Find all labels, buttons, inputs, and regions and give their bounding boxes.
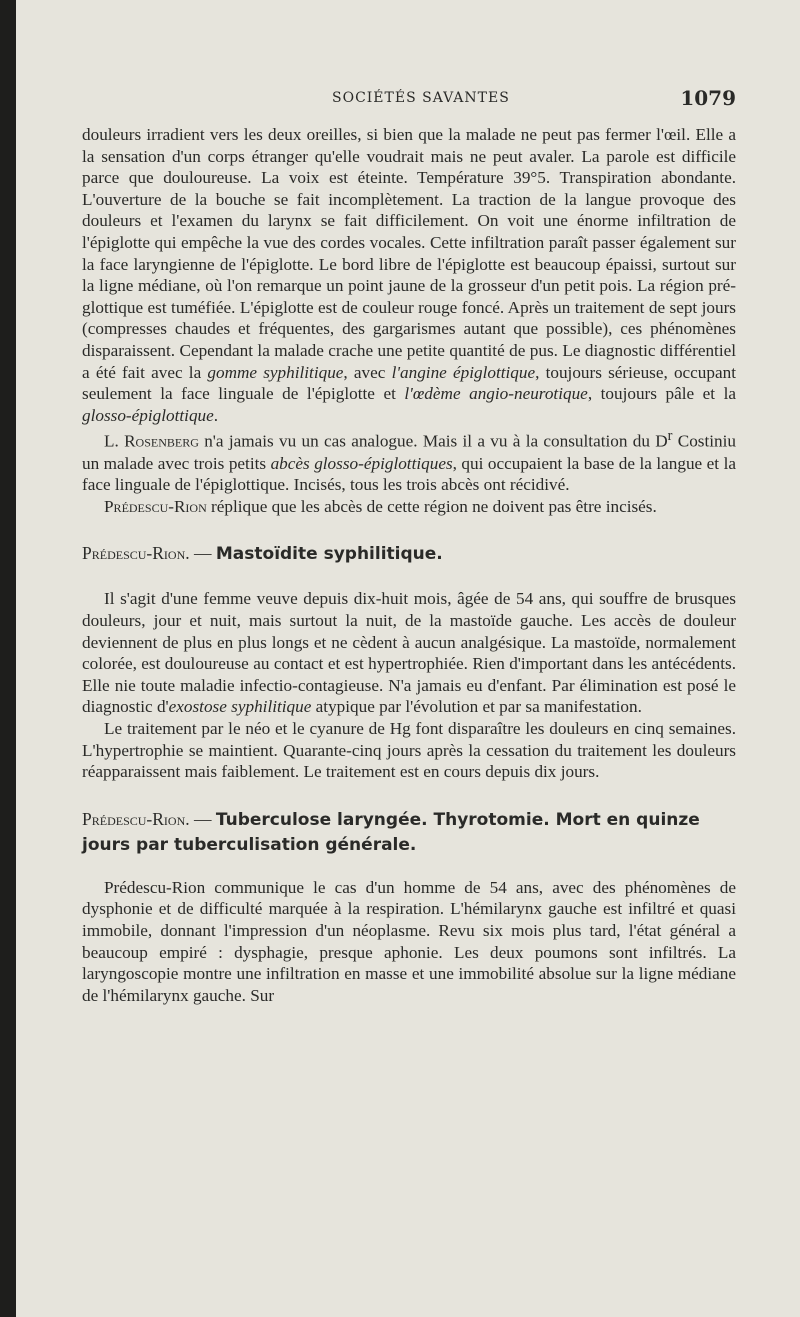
- text-run: douleurs irradient vers les deux oreilles, si bien que la malade ne peut pas fermer l'œil. Elle a la sensation d'un corps étranger qu'elle voudrait mais ne peut avaler. La parole est difficile parce que douloureuse. La voix est éteinte. Température 39°5. Transpiration abondante. L'ouverture de la bouche se fait incomplètement. La traction de la langue provoque des douleurs et l'examen du larynx se fait difficilement. On voit une énorme infiltration de l'épiglotte qui empêche la vue des cordes vocales. Cette infiltration paraît passer également sur la face laryngienne de l'épiglotte. Le bord libre de l'épiglotte est beaucoup épaissi, surtout sur la ligne médiane, où l'on remarque un point jaune de la grosseur d'un petit pois. La région pré-glottique est tuméfiée. L'épiglotte est de couleur rouge foncé. Après un traitement de sept jours (compresses chaudes et fréquentes, des gargarismes autant que possible), ces phénomènes disparaissent. Cependant la malade crache une petite quantité de pus. Le diagnostic différentiel a été fait avec la: [82, 125, 736, 382]
- heading-author: Prédescu-Rion: [82, 543, 186, 564]
- speaker-name: Prédescu-Rion: [104, 496, 207, 516]
- paragraph-predescu-reply: [82, 496, 736, 518]
- section-heading-tuberculosis: [82, 807, 736, 857]
- paragraph-rosenberg-comment: [82, 426, 736, 496]
- text-run: , qui occupaient la base de la langue et la face linguale de l'épiglottique. Incisés, tous les trois abcès ont récidivé.: [82, 453, 736, 495]
- text-run: réplique que les abcès de cette région ne doivent pas être incisés.: [206, 496, 657, 516]
- italic-term: l'angine épiglottique: [391, 362, 536, 382]
- italic-term: gomme syphilitique: [207, 362, 344, 382]
- paragraph-epiglottis-case: [82, 124, 736, 426]
- paragraph-tuberculosis-case: [82, 877, 736, 1007]
- italic-term: glosso-épiglottique: [82, 405, 214, 425]
- paragraph-mastoiditis-treatment: [82, 718, 736, 783]
- paragraph-mastoiditis-case: [82, 588, 736, 718]
- heading-title: Tuberculose laryngée. Thyrotomie. Mort en quinze jours par tuberculisation générale.: [82, 809, 700, 855]
- italic-term: abcès glosso-épiglottiques: [270, 453, 453, 473]
- page-number: 1079: [680, 86, 736, 110]
- text-run: Prédescu-Rion communique le cas d'un homme de 54 ans, avec des phénomènes de dysphonie et de difficulté marquée à la respiration. L'hémilarynx gauche est infiltré et quasi immobile, donnant l'impression d'un néoplasme. Revu six mois plus tard, l'état général a beaucoup empiré : dysphagie, presque aphonie. Les deux poumons sont infiltrés. La laryngoscopie montre une infiltration en masse et une immobilité absolue sur la ligne médiane de l'hémilarynx gauche. Sur: [82, 877, 736, 1005]
- speaker-name: L. Rosenberg: [104, 432, 199, 452]
- page-header: [16, 86, 800, 112]
- text-run: .: [213, 405, 219, 425]
- italic-term: l'œdème angio-neurotique: [404, 384, 588, 404]
- running-title: SOCIÉTÉS SAVANTES: [332, 90, 510, 106]
- text-run: , avec: [343, 362, 392, 382]
- section-heading-mastoiditis: [82, 541, 736, 566]
- heading-separator: . —: [185, 808, 216, 829]
- text-run: Il s'agit d'une femme veuve depuis dix-huit mois, âgée de 54 ans, qui souffre de brusques douleurs, jour et nuit, mais surtout la nuit, de la mastoïde gauche. Les accès de douleur deviennent de plus en plus longs et ne cèdent à aucun analgésique. La mastoïde, normalement colorée, est douloureuse au contact et est hypertrophiée. Rien d'important dans les antécédents. Elle nie toute maladie infectio-contagieuse. N'a jamais eu d'enfant. Par élimination est posé le diagnostic d': [82, 589, 736, 717]
- text-run: Costiniu un malade avec trois petits: [82, 432, 736, 473]
- text-run: n'a jamais vu un cas analogue. Mais il a vu à la consultation du D: [198, 432, 668, 452]
- scanned-page: [16, 0, 800, 1317]
- page-body: [82, 124, 736, 1006]
- heading-author: Prédescu-Rion: [82, 808, 186, 829]
- text-run: Le traitement par le néo et le cyanure de Hg font disparaître les douleurs en cinq semaines. L'hypertrophie se maintient. Quarante-cinq jours après la cessation du traitement les douleurs réapparaissent mais faiblement. Le traitement est en cours depuis dix jours.: [82, 718, 736, 782]
- text-run: , toujours pâle et la: [587, 384, 736, 404]
- italic-term: exostose syphilitique: [168, 697, 312, 717]
- text-run: , toujours sérieuse, occupant seulement la face linguale de l'épiglotte et: [82, 362, 736, 404]
- heading-title: Mastoïdite syphilitique.: [215, 544, 443, 565]
- text-run: atypique par l'évolution et par sa manifestation.: [311, 697, 642, 717]
- superscript: r: [667, 428, 673, 445]
- heading-separator: . —: [185, 543, 216, 564]
